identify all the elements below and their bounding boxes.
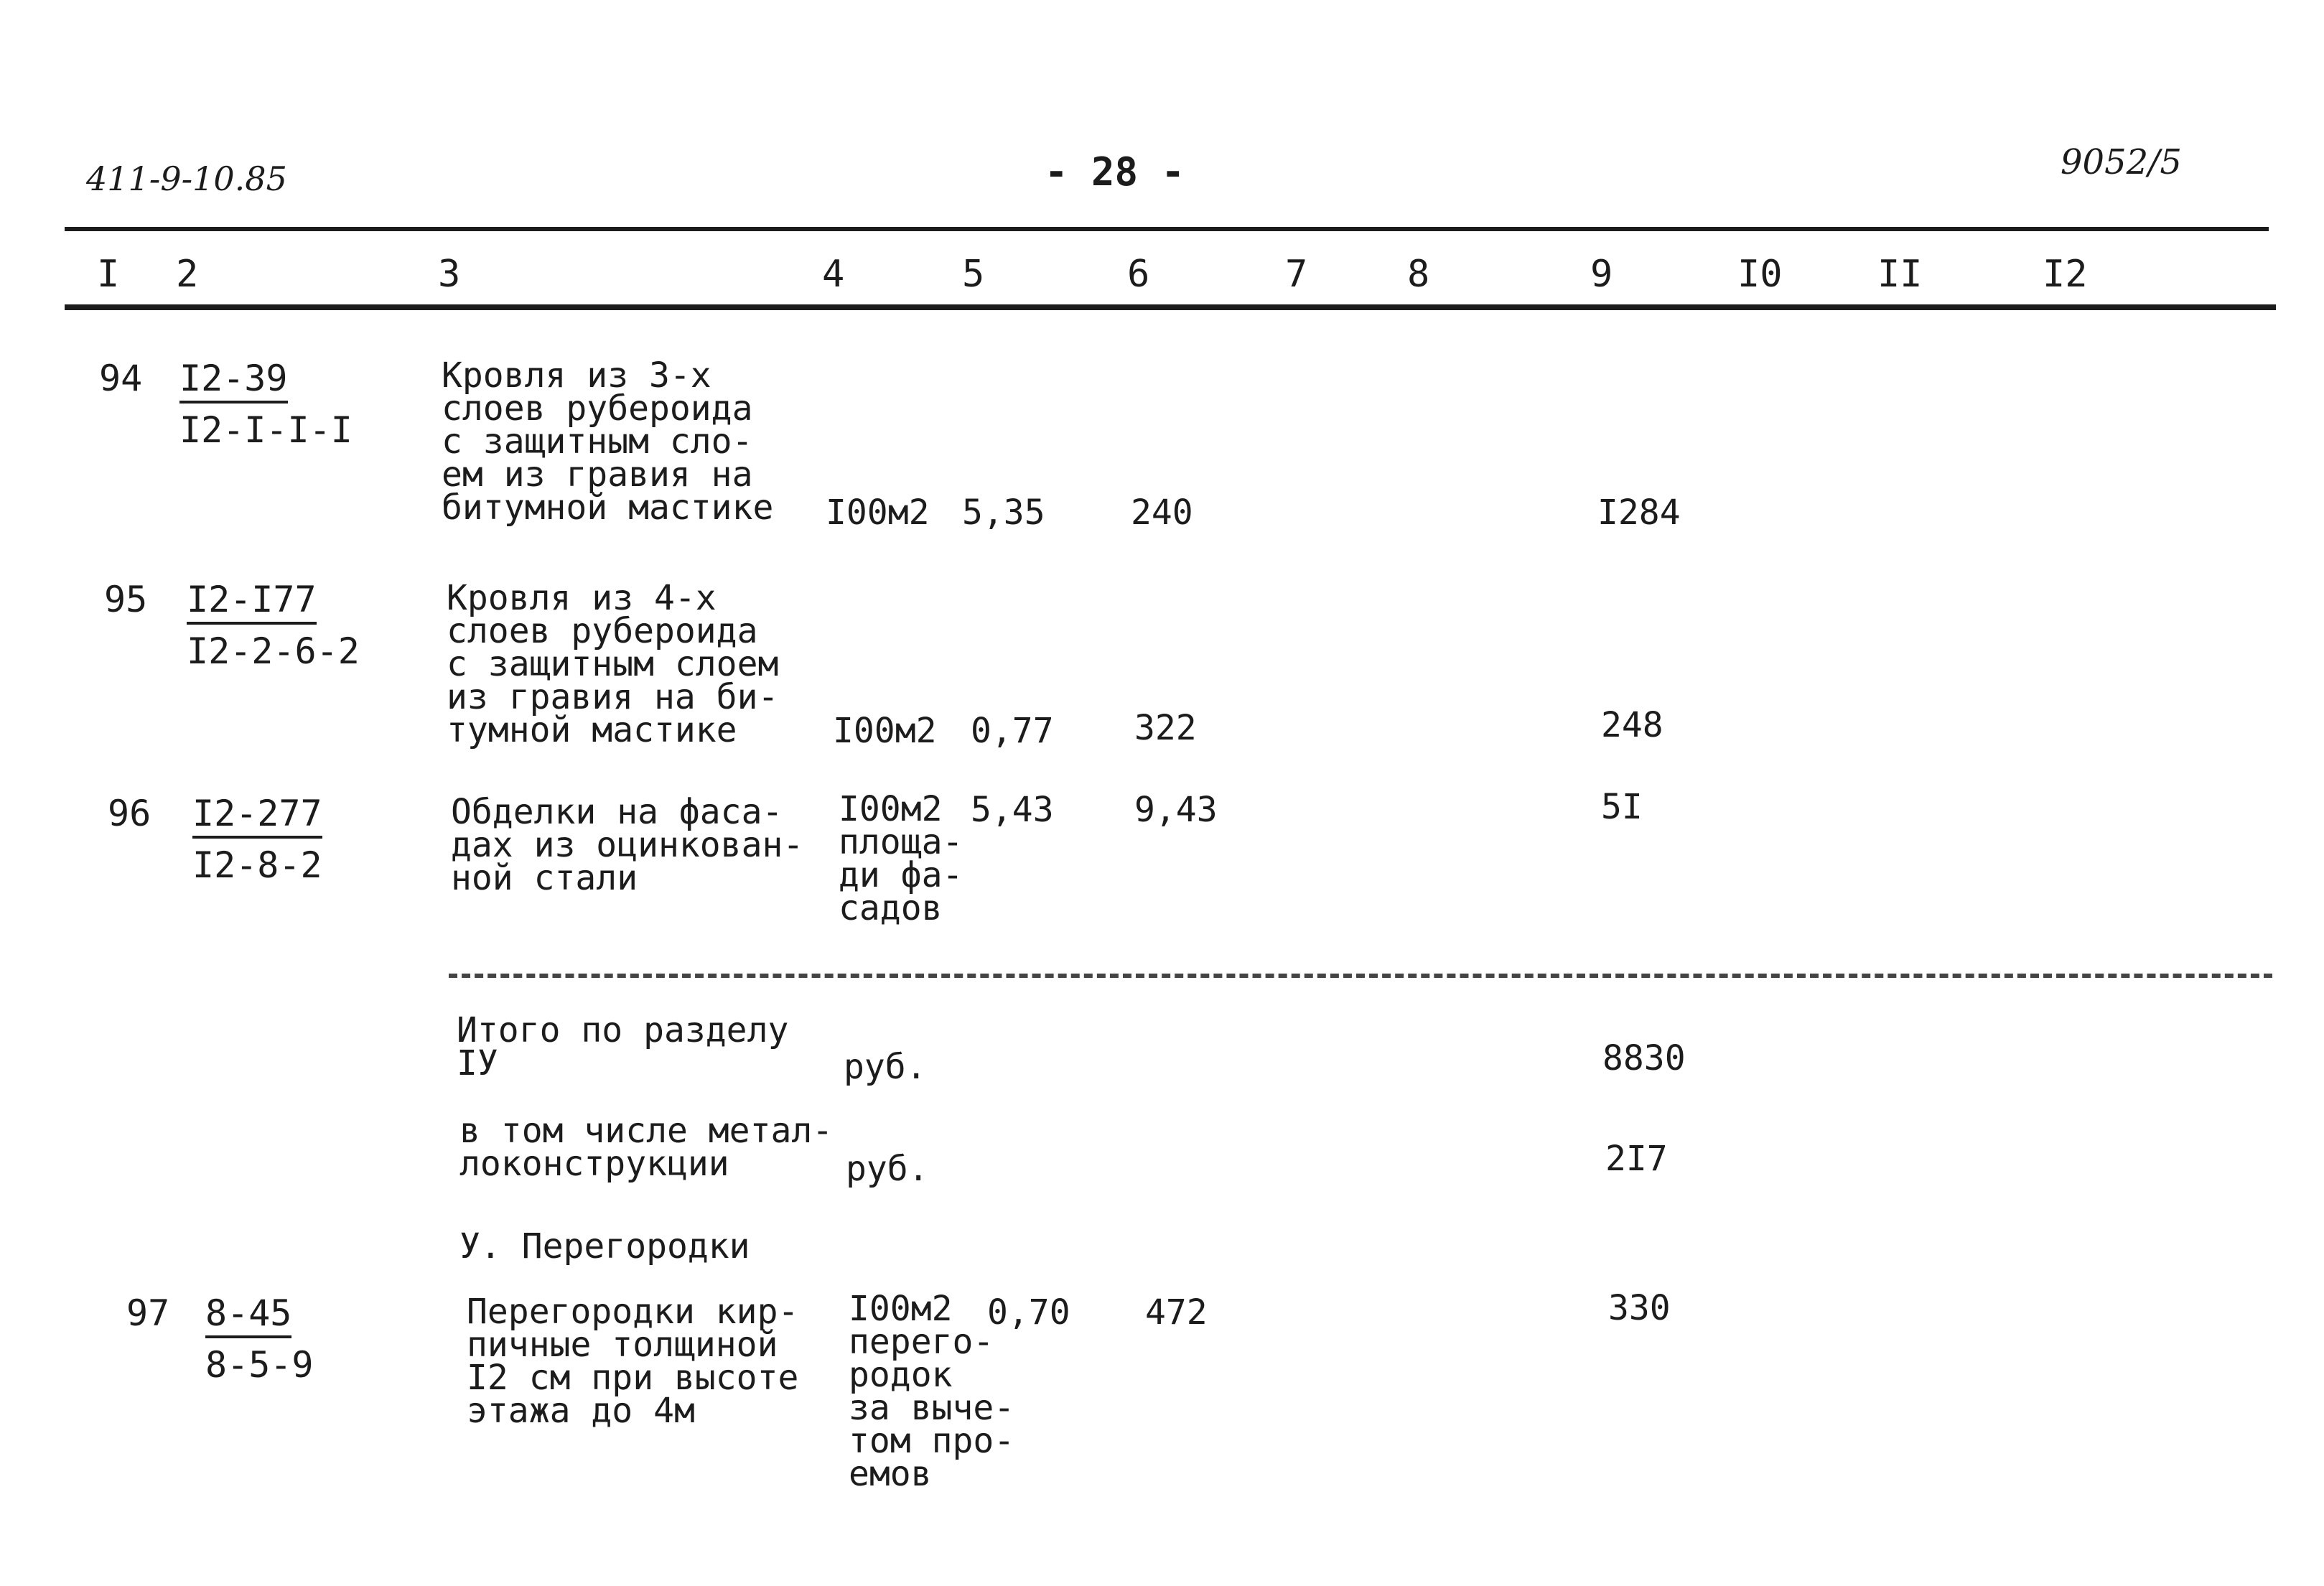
rate-code-bottom: 8-5-9	[205, 1344, 314, 1386]
quantity: 0,77	[971, 711, 1054, 751]
column-header: 7	[1285, 253, 1308, 296]
rate-code	[192, 793, 322, 886]
rate-code-bottom: I2-8-2	[192, 844, 322, 886]
rate-code	[179, 358, 353, 451]
summary-total: 2I7	[1605, 1139, 1668, 1179]
rate-code	[205, 1292, 314, 1386]
total-cost: 5I	[1601, 787, 1643, 827]
work-description: Перегородки кир- пичные толщиной I2 см при высоте этажа до 4м	[467, 1292, 799, 1431]
rate-code	[187, 579, 360, 672]
quantity: 0,70	[987, 1292, 1070, 1333]
column-header: I2	[2043, 253, 2088, 296]
column-header: 4	[822, 253, 845, 296]
column-header: 3	[438, 253, 461, 296]
row-number: 95	[104, 579, 148, 620]
row-number: 96	[108, 793, 151, 834]
column-header: 8	[1407, 253, 1430, 296]
work-description: Кровля из 4-х слоев рубероида с защитным слоем из гравия на би- тумной мастике	[447, 578, 779, 750]
unit-price: 322	[1134, 708, 1197, 748]
summary-label: в том числе метал- локонструкции	[459, 1111, 834, 1184]
quantity: 5,35	[962, 493, 1045, 533]
total-cost: 330	[1608, 1288, 1671, 1328]
column-header: 2	[176, 253, 199, 296]
section-title: У. Перегородки	[459, 1226, 750, 1267]
row-number: 94	[99, 358, 143, 399]
rate-code-top: I2-277	[192, 793, 322, 839]
page-number: - 28 -	[1045, 149, 1185, 195]
summary-label: Итого по разделу IУ	[457, 1010, 789, 1083]
unit: I00м2	[833, 711, 937, 751]
unit: I00м2	[826, 493, 930, 533]
rate-code-bottom: I2-I-I-I	[179, 409, 353, 451]
column-header: I0	[1737, 253, 1783, 296]
summary-unit: руб.	[846, 1149, 929, 1189]
summary-total: 8830	[1602, 1038, 1686, 1078]
rate-code-bottom: I2-2-6-2	[187, 630, 360, 672]
unit-price: 9,43	[1134, 790, 1218, 830]
column-header: 9	[1590, 253, 1613, 296]
column-header: II	[1877, 253, 1923, 296]
rate-code-top: 8-45	[205, 1292, 291, 1338]
unit-price: 472	[1145, 1292, 1208, 1333]
unit: I00м2 площа- ди фа- садов	[839, 789, 963, 928]
total-cost: I284	[1597, 493, 1681, 533]
column-header: I	[97, 253, 120, 296]
section-separator	[449, 974, 2272, 978]
quantity: 5,43	[971, 790, 1054, 830]
rate-code-top: I2-I77	[187, 579, 317, 625]
column-header: 5	[962, 253, 985, 296]
header-bottom-rule	[65, 304, 2276, 310]
row-number: 97	[126, 1292, 170, 1334]
document-code: 411-9-10.85	[86, 159, 287, 198]
unit: I00м2 перего- родок за выче- том про- емов	[849, 1289, 1015, 1494]
header-top-rule	[65, 227, 2269, 231]
inventory-number: 9052/5	[2061, 142, 2182, 182]
work-description: Обделки на фаса- дах из оцинкован- ной стали	[451, 792, 804, 898]
unit-price: 240	[1131, 493, 1193, 533]
rate-code-top: I2-39	[179, 358, 288, 404]
total-cost: 248	[1601, 705, 1663, 745]
column-header: 6	[1127, 253, 1150, 296]
work-description: Кровля из 3-х слоев рубероида с защитным сло- ем из гравия на битумной мастике	[442, 355, 774, 528]
summary-unit: руб.	[844, 1047, 927, 1087]
